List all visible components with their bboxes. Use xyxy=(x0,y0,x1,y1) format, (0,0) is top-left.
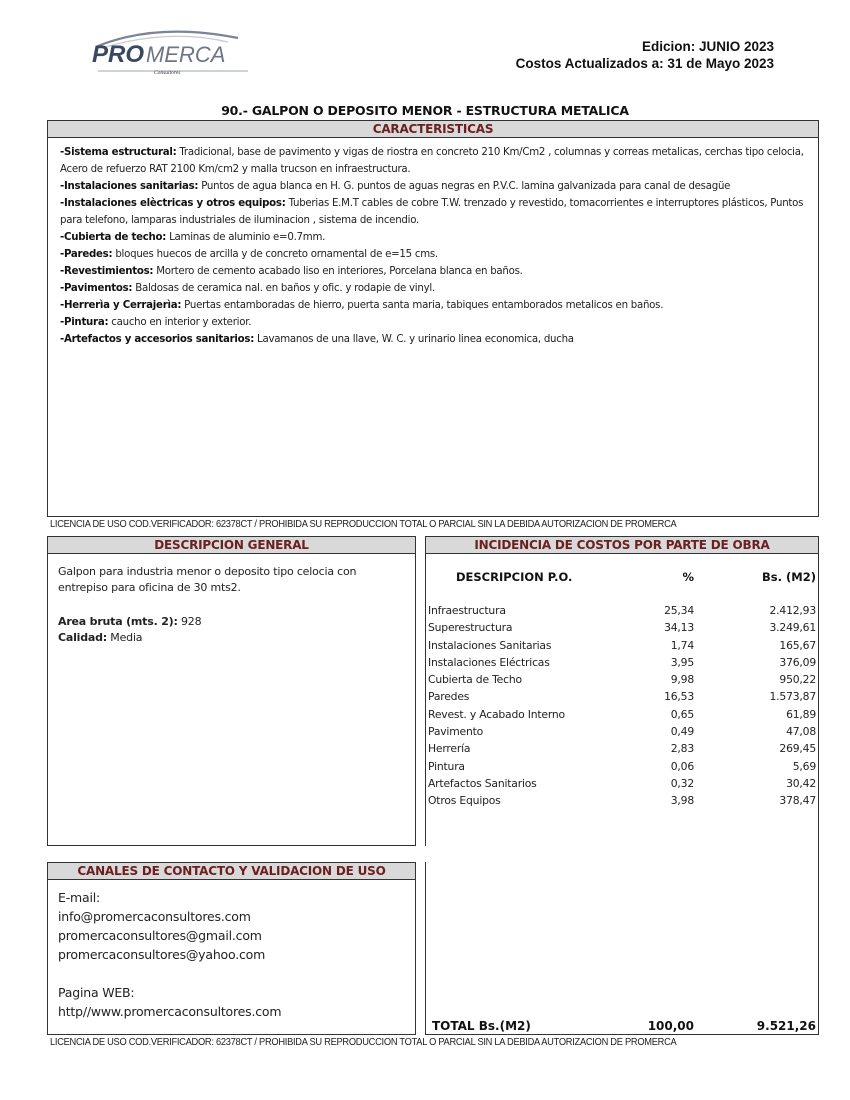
descripcion-general-header: DESCRIPCION GENERAL xyxy=(48,537,415,554)
carac-item-label: -Pavimentos: xyxy=(60,283,133,294)
descripcion-general-body xyxy=(48,554,415,656)
table-row xyxy=(426,740,818,757)
web-link[interactable]: http//www.promercaconsultores.com xyxy=(58,1004,282,1019)
table-row xyxy=(426,688,818,705)
carac-item xyxy=(60,280,806,297)
row-bs: 2.412,93 xyxy=(769,604,816,617)
canales-contacto-header: CANALES DE CONTACTO Y VALIDACION DE USO xyxy=(48,863,415,880)
incidencia-table-body xyxy=(426,602,818,810)
carac-item-text: bloques huecos de arcilla y de concreto ornamental de e=15 cms. xyxy=(112,249,438,260)
row-desc: Superestructura xyxy=(428,621,513,635)
row-pct: 25,34 xyxy=(664,604,694,617)
license-notice-bottom: LICENCIA DE USO COD.VERIFICADOR: 62378CT / PROHIBIDA SU REPRODUCCION TOTAL O PARCIAL SIN LA DEBIDA AUTORIZACION DE PROMERCA xyxy=(50,1037,677,1048)
caracteristicas-section xyxy=(47,120,819,517)
row-bs: 165,67 xyxy=(779,638,816,652)
row-desc: Paredes xyxy=(428,690,470,704)
svg-text:MERCA: MERCA xyxy=(146,42,226,67)
row-bs: 269,45 xyxy=(779,742,816,756)
row-bs: 5,69 xyxy=(792,759,816,773)
carac-item xyxy=(60,246,806,263)
table-row xyxy=(426,792,818,809)
carac-item-text: Lavamanos de una llave, W. C. y urinario linea economica, ducha xyxy=(254,334,574,345)
carac-item-label: -Sistema estructural: xyxy=(60,147,177,158)
row-desc: Pintura xyxy=(428,759,465,773)
table-row xyxy=(426,723,818,740)
carac-item xyxy=(60,229,806,246)
row-bs: 376,09 xyxy=(779,655,816,669)
canales-contacto-body xyxy=(48,880,415,1029)
table-row xyxy=(426,602,818,619)
email-link[interactable]: promercaconsultores@gmail.com xyxy=(58,928,262,943)
row-desc: Instalaciones Eléctricas xyxy=(428,655,550,669)
row-pct: 0,49 xyxy=(670,725,694,739)
calidad xyxy=(58,630,405,646)
col-percent: % xyxy=(682,570,694,584)
row-desc: Instalaciones Sanitarias xyxy=(428,638,552,652)
table-row xyxy=(426,758,818,775)
area-bruta-value: 928 xyxy=(177,615,202,628)
email-label: E-mail: xyxy=(58,890,101,905)
descripcion-text: Galpon para industria menor o deposito tipo celocia con entrepiso para oficina de 30 mts2. xyxy=(58,565,357,594)
carac-item-text: Mortero de cemento acabado liso en interiores, Porcelana blanca en baños. xyxy=(153,266,523,277)
carac-item-text: caucho en interior y exterior. xyxy=(108,317,252,328)
col-bs: Bs. (M2) xyxy=(762,570,816,584)
updated-label: Costos Actualizados a: 31 de Mayo 2023 xyxy=(515,56,774,71)
table-row xyxy=(426,637,818,654)
calidad-label: Calidad: xyxy=(58,631,108,644)
row-bs: 61,89 xyxy=(786,707,816,721)
row-bs: 1.573,87 xyxy=(769,690,816,704)
table-row xyxy=(426,619,818,636)
total-pct: 100,00 xyxy=(647,1019,694,1033)
carac-item xyxy=(60,178,806,195)
area-bruta xyxy=(58,614,405,630)
svg-text:PRO: PRO xyxy=(92,41,145,68)
col-descripcion: DESCRIPCION P.O. xyxy=(456,570,573,584)
carac-item-label: -Artefactos y accesorios sanitarios: xyxy=(60,334,255,345)
carac-item xyxy=(60,314,806,331)
row-bs: 3.249,61 xyxy=(769,621,816,635)
incidencia-table-header xyxy=(426,570,818,584)
carac-item-label: -Instalaciones elèctricas y otros equipos: xyxy=(60,198,286,209)
carac-item-label: -Revestimientos: xyxy=(60,266,154,277)
row-pct: 9,98 xyxy=(670,673,694,687)
carac-item-label: -Pintura: xyxy=(60,317,109,328)
descripcion-general-section xyxy=(47,536,416,846)
edition-info xyxy=(516,38,774,72)
carac-item-text: Laminas de aluminio e=0.7mm. xyxy=(166,232,326,243)
table-row xyxy=(426,671,818,688)
row-pct: 0,65 xyxy=(670,707,694,721)
row-desc: Herrería xyxy=(428,742,471,756)
carac-item-label: -Instalaciones sanitarias: xyxy=(60,181,199,192)
caracteristicas-header: CARACTERISTICAS xyxy=(48,121,818,138)
row-bs: 30,42 xyxy=(786,776,816,790)
row-bs: 47,08 xyxy=(786,725,816,739)
row-pct: 1,74 xyxy=(670,638,694,652)
area-bruta-label: Area bruta (mts. 2): xyxy=(58,615,178,628)
incidencia-total-row xyxy=(426,1019,818,1033)
document-title: 90.- GALPON O DEPOSITO MENOR - ESTRUCTURA METALICA xyxy=(221,103,629,118)
carac-item-text: Puertas entamboradas de hierro, puerta santa maria, tabiques entamborados metalicos en baños. xyxy=(181,300,664,311)
carac-item xyxy=(60,297,806,314)
row-desc: Pavimento xyxy=(428,725,484,739)
carac-item xyxy=(60,263,806,280)
carac-item-text: Puntos de agua blanca en H. G. puntos de aguas negras en P.V.C. lamina galvanizada para canal de desagüe xyxy=(198,181,731,192)
table-row xyxy=(426,706,818,723)
row-desc: Cubierta de Techo xyxy=(428,673,522,687)
row-bs: 378,47 xyxy=(779,794,816,808)
total-bs: 9.521,26 xyxy=(756,1019,816,1033)
edition-label: Edicion: JUNIO 2023 xyxy=(641,39,774,54)
table-row xyxy=(426,654,818,671)
promerca-logo xyxy=(88,26,256,76)
license-notice-top: LICENCIA DE USO COD.VERIFICADOR: 62378CT / PROHIBIDA SU REPRODUCCION TOTAL O PARCIAL SIN LA DEBIDA AUTORIZACION DE PROMERCA xyxy=(50,519,677,530)
row-desc: Otros Equipos xyxy=(428,794,501,808)
carac-item-text: Tuberias E.M.T cables de cobre T.W. trenzado y revestido, tomacorrientes e interruptores plásticos, Puntos para telefono, lamparas industriales de iluminacion , sistema de incendio. xyxy=(60,198,804,226)
row-pct: 0,32 xyxy=(670,776,694,790)
incidencia-costos-header: INCIDENCIA DE COSTOS POR PARTE DE OBRA xyxy=(426,537,818,554)
carac-item-text: Tradicional, base de pavimento y vigas de riostra en concreto 210 Km/Cm2 , columnas y correas metalicas, cerchas tipo celocia, Acero de refuerzo RAT 2100 Km/cm2 y malla trucson en infraestructura. xyxy=(60,147,804,175)
row-pct: 16,53 xyxy=(664,690,694,704)
row-pct: 3,95 xyxy=(670,655,694,669)
row-desc: Artefactos Sanitarios xyxy=(428,776,537,790)
row-desc: Revest. y Acabado Interno xyxy=(428,707,565,721)
row-pct: 2,83 xyxy=(670,742,694,756)
carac-item-label: -Cubierta de techo: xyxy=(60,232,167,243)
incidencia-costos-section xyxy=(425,536,819,1035)
total-label: TOTAL Bs.(M2) xyxy=(432,1019,531,1033)
carac-item xyxy=(60,195,806,229)
web-label: Pagina WEB: xyxy=(58,985,135,1000)
caracteristicas-body xyxy=(48,138,818,354)
carac-item-label: -Herrerìa y Cerrajerìa: xyxy=(60,300,182,311)
calidad-value: Media xyxy=(107,631,143,644)
svg-text:Consultores: Consultores xyxy=(154,70,181,76)
border-gap xyxy=(423,846,429,862)
row-pct: 3,98 xyxy=(670,794,694,808)
table-row xyxy=(426,775,818,792)
canales-contacto-section xyxy=(47,862,416,1035)
logo-icon xyxy=(88,26,256,76)
row-pct: 34,13 xyxy=(664,621,694,635)
carac-item xyxy=(60,144,806,178)
row-desc: Infraestructura xyxy=(428,604,506,617)
carac-item-label: -Paredes: xyxy=(60,249,113,260)
row-pct: 0,06 xyxy=(670,759,694,773)
row-bs: 950,22 xyxy=(779,673,816,687)
email-link[interactable]: info@promercaconsultores.com xyxy=(58,909,251,924)
carac-item-text: Baldosas de ceramica nal. en baños y ofic. y rodapie de vinyl. xyxy=(132,283,435,294)
carac-item xyxy=(60,331,806,348)
email-link[interactable]: promercaconsultores@yahoo.com xyxy=(58,947,266,962)
